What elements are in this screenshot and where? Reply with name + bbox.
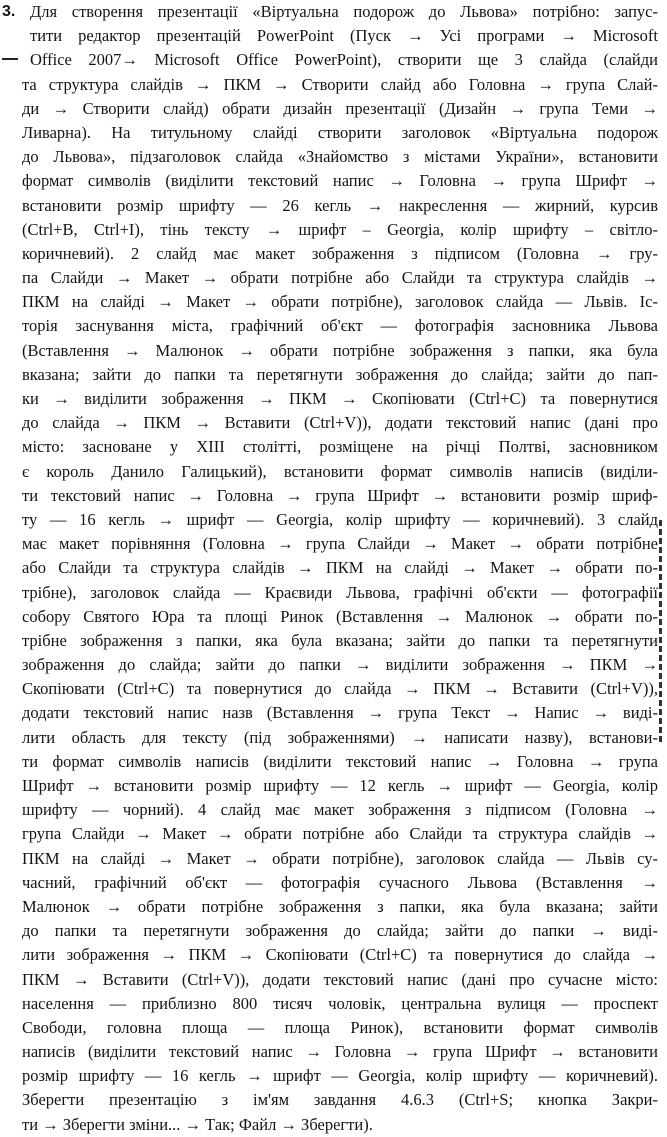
text-line: ПКМ на слайді → Макет → обрати потрібне), заголовок слайда — Львів су- <box>22 848 658 868</box>
text-line: торія заснування міста, графічний об'єкт — фотографія засновника Львова <box>22 316 658 336</box>
text-line: ти текстовий напис → Головна → група Шрифт → встановити розмір шриф- <box>22 485 658 505</box>
text-line: написів (виділити текстовий напис → Головна → група Шрифт → встановити <box>22 1042 658 1062</box>
text-line: ки → виділити зображення → ПКМ → Скопіювати (Ctrl+C) та повернутися <box>22 389 658 408</box>
text-line: трібне), заголовок слайда — Краєвиди Львова, графічні об'єкти — фотографії <box>22 582 658 602</box>
text-line: лити зображення → ПКМ → Скопіювати (Ctrl+C) та повернутися до слайда → <box>22 945 658 965</box>
text-line: розмір шрифту — 16 кегль → шрифт — Georgia, колір шрифту — коричневий). <box>22 1066 658 1086</box>
text-line: трібне зображення з папки, яка була вказана; зайти до папки та перетягнути <box>22 630 658 650</box>
text-line: встановити розмір шрифту — 26 кегль → накреслення — жирний, курсив <box>22 195 658 215</box>
text-line: Для створення презентації «Віртуальна подорож до Львова» потрібно: запус- <box>30 2 658 21</box>
text-line: Ливарна). На титульному слайді створити заголовок «Віртуальна подорож <box>22 122 658 142</box>
text-line: до Львова», підзаголовок слайда «Знайомство з містами України», встановити <box>22 147 658 167</box>
text-line: населення — приблизно 800 тисяч чоловік, центральна вулиця — проспект <box>22 993 658 1013</box>
text-line: зображення до слайда; зайти до папки → виділити зображення → ПКМ → <box>22 655 658 675</box>
text-line: Шрифт → встановити розмір шрифту — 12 кегль → шрифт — Georgia, колір <box>22 776 658 795</box>
text-line: па Слайди → Макет → обрати потрібне або Слайди та структура слайдів → <box>22 268 658 288</box>
text-line: ПКМ на слайді → Макет → обрати потрібне), заголовок слайда — Львів. Іс- <box>22 292 658 312</box>
text-line: часний, графічний об'єкт — фотографія сучасного Львова (Вставлення → <box>22 872 658 892</box>
text-line: Свободи, головна площа — площа Ринок), встановити формат символів <box>22 1017 658 1037</box>
text-line: є король Данило Галицький), встановити формат символів написів (виділи- <box>22 461 658 481</box>
task-number: 3. <box>2 3 16 20</box>
text-line: (Вставлення → Малюнок → обрати потрібне зображення з папки, яка була <box>22 340 658 360</box>
text-line: ди → Створити слайд) обрати дизайн презентації (Дизайн → група Теми → <box>22 98 658 118</box>
text-line: ти → Зберегти зміни... → Так; Файл → Зберегти). <box>22 1114 373 1134</box>
text-line: місто: засноване у XIII столітті, розміщене на річці Полтві, засновником <box>22 437 658 457</box>
margin-dash <box>2 58 18 60</box>
text-line: формат символів (виділити текстовий напис → Головна → група Шрифт → <box>22 171 658 191</box>
margin-mark <box>659 520 662 745</box>
text-line: та структура слайдів → ПКМ → Створити слайд або Головна → група Слай- <box>22 74 658 94</box>
text-line: Office 2007→ Microsoft Office PowerPoint), створити ще 3 слайда (слайди <box>30 50 658 70</box>
text-line: шрифту — чорний). 4 слайд має макет зображення з підписом (Головна → <box>22 800 658 820</box>
text-line: тити редактор презентацій PowerPoint (Пуск → Усі програми → Microsoft <box>30 26 658 46</box>
text-line: Зберегти презентацію з ім'ям завдання 4.6.3 (Ctrl+S; кнопка Закри- <box>22 1090 658 1110</box>
text-line: група Слайди → Макет → обрати потрібне або Слайди та структура слайдів → <box>22 824 658 844</box>
text-line: до слайда → ПКМ → Вставити (Ctrl+V)), додати текстовий напис (дані про <box>22 413 658 433</box>
text-line: Скопіювати (Ctrl+C) та повернутися до слайда → ПКМ → Вставити (Ctrl+V)), <box>22 679 658 699</box>
text-line: лити область для тексту (під зображеннями) → написати назву), встанови- <box>22 727 658 747</box>
text-line: ПКМ → Вставити (Ctrl+V)), додати текстовий напис (дані про сучасне місто: <box>22 969 658 989</box>
text-line: Малюнок → обрати потрібне зображення з папки, яка була вказана; зайти <box>22 896 658 916</box>
text-line: має макет порівняння (Головна → група Слайди → Макет → обрати потрібне <box>22 534 658 554</box>
task-text <box>22 0 658 1137</box>
text-line: ту — 16 кегль → шрифт — Georgia, колір шрифту — коричневий). 3 слайд <box>22 509 658 529</box>
text-line: ти формат символів написів (виділити текстовий напис → Головна → група <box>22 751 658 771</box>
text-line: собору Святого Юра та площі Ринок (Вставлення → Малюнок → обрати по- <box>22 606 658 626</box>
text-line: до папки та перетягнути зображення до слайда; зайти до папки → виді- <box>22 921 658 941</box>
text-line: вказана; зайти до папки та перетягнути зображення до слайда; зайти до пап- <box>22 364 658 384</box>
text-line: (Ctrl+B, Ctrl+I), тінь тексту → шрифт – Georgia, колір шрифту – світло- <box>22 219 658 239</box>
text-line: або Слайди та структура слайдів → ПКМ на слайді → Макет → обрати по- <box>22 558 658 578</box>
text-line: коричневий). 2 слайд має макет зображення з підписом (Головна → гру- <box>22 243 658 263</box>
text-line: додати текстовий напис назв (Вставлення → група Текст → Напис → виді- <box>22 703 658 723</box>
